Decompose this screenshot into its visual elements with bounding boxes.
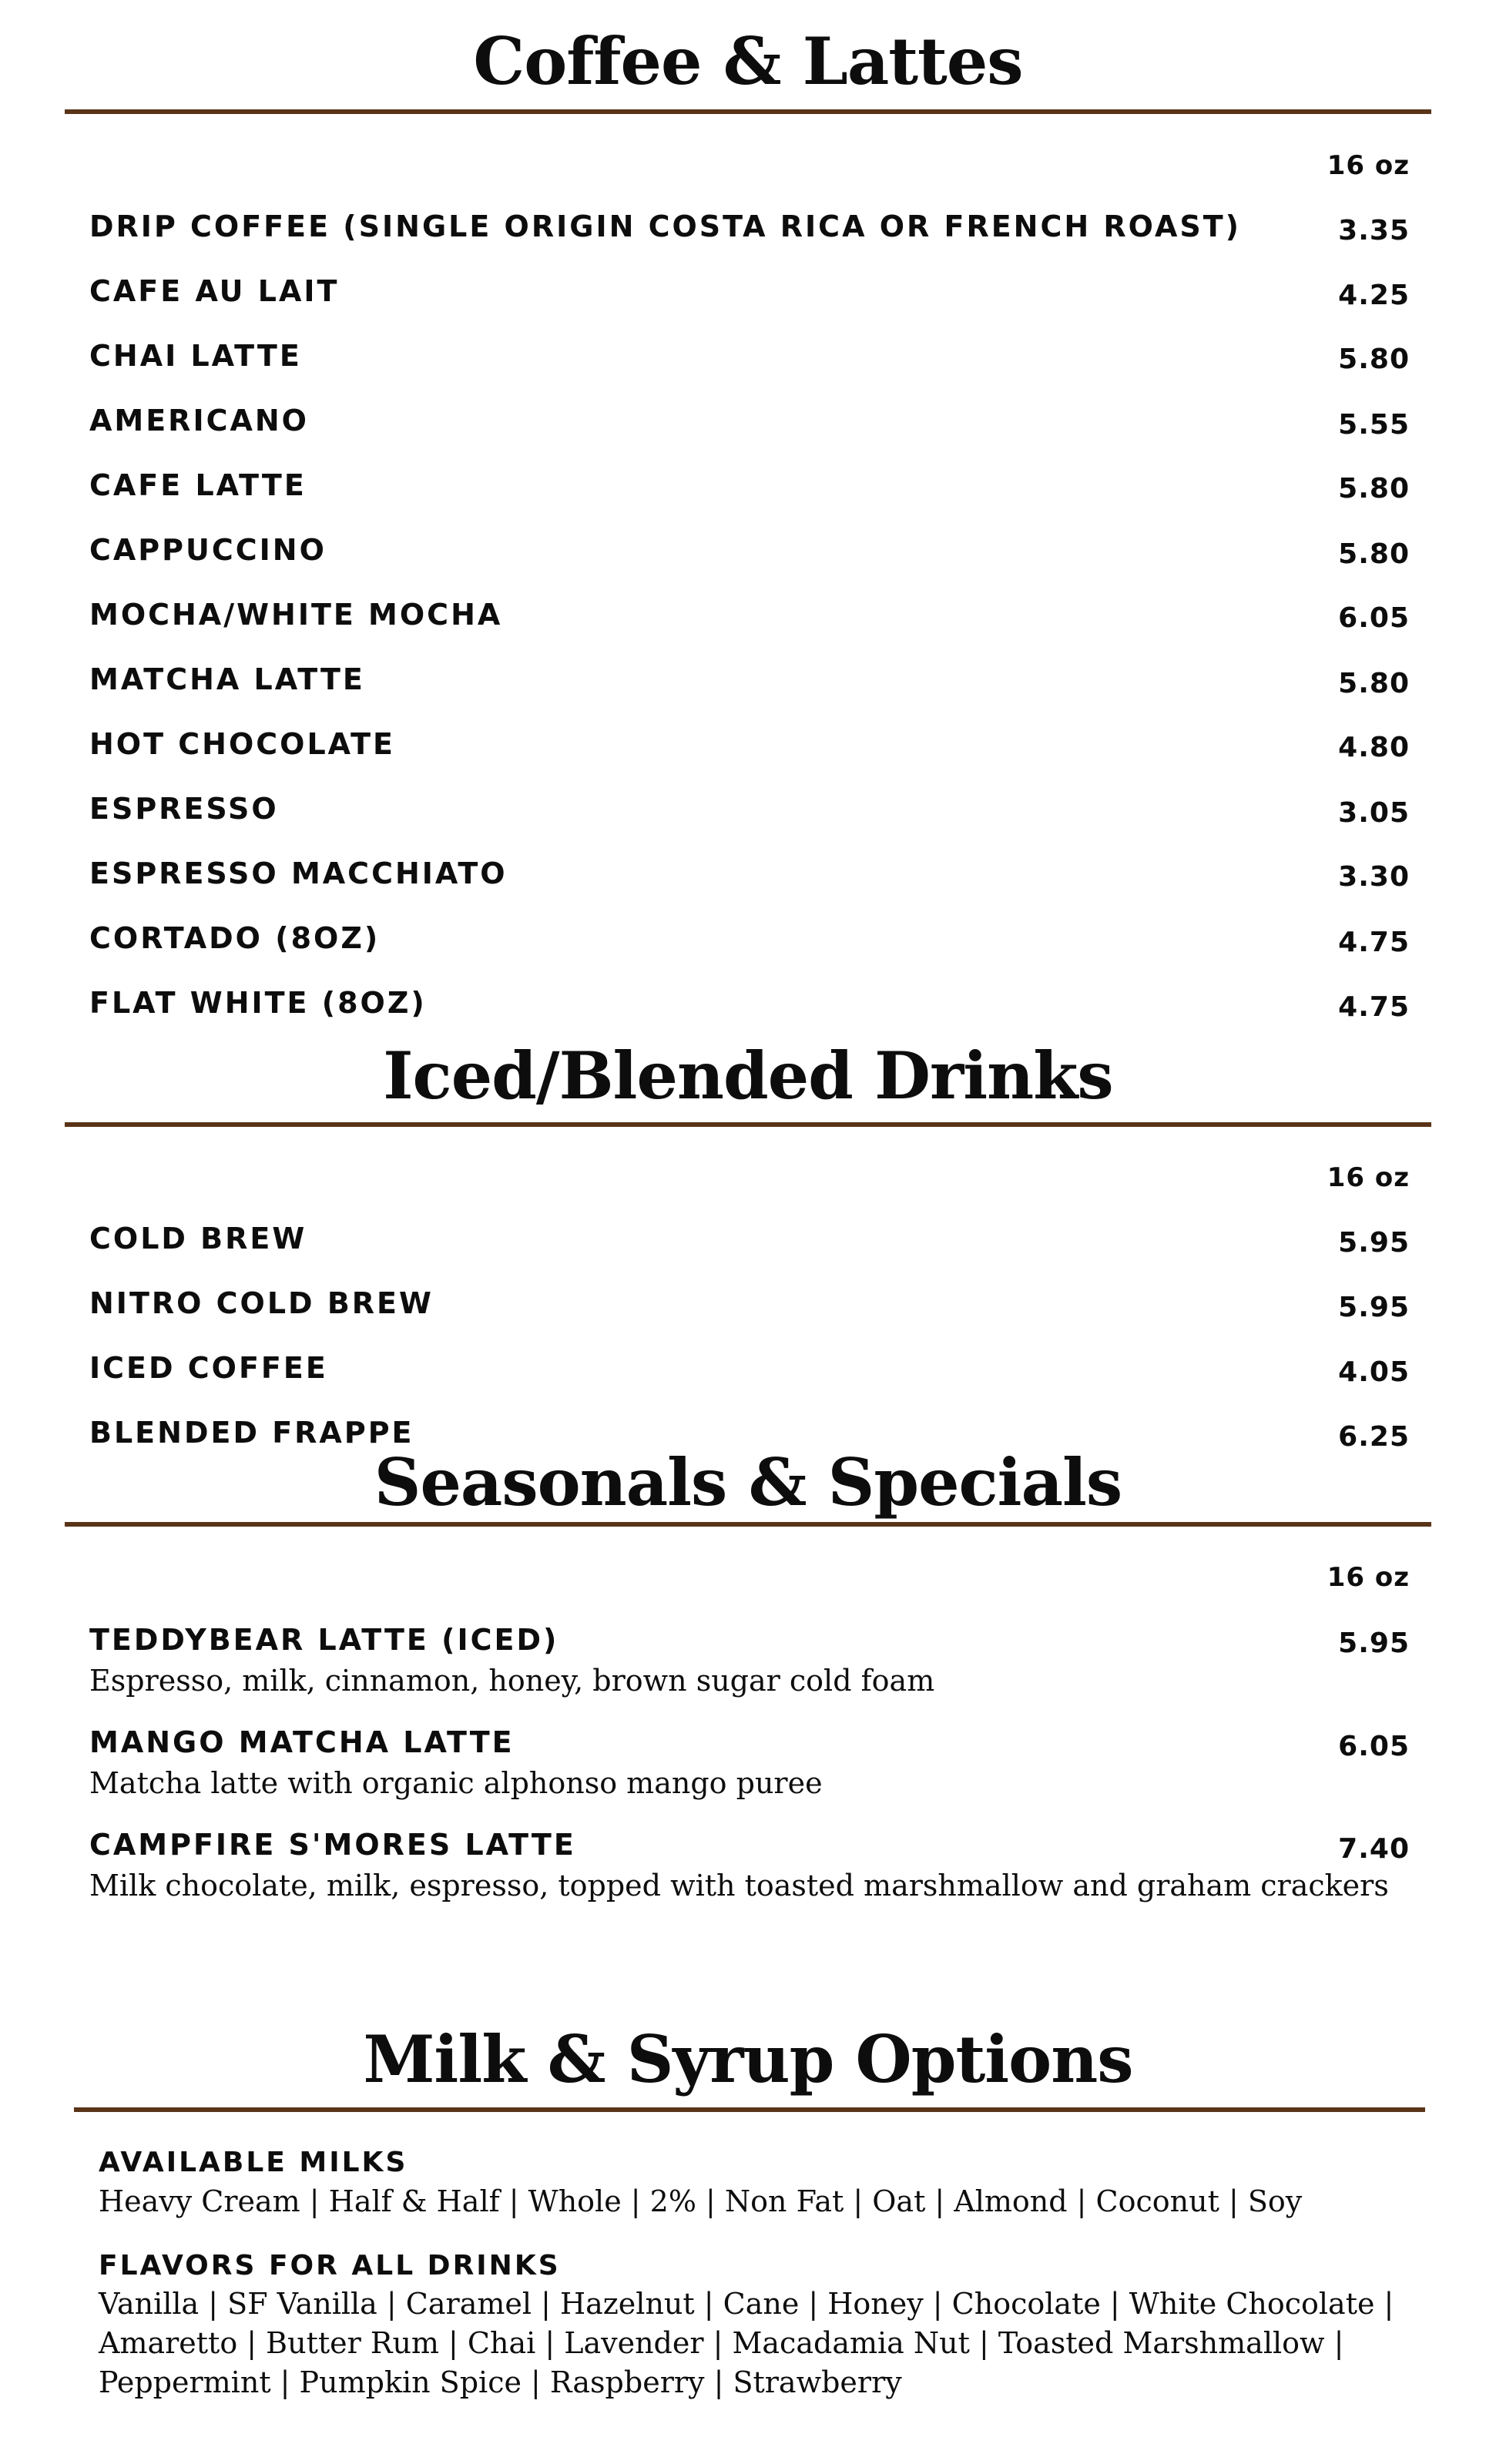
- menu-item-description: Milk chocolate, milk, espresso, topped with toasted marshmallow and graham crackers: [89, 1869, 1389, 1902]
- menu-item-description: Espresso, milk, cinnamon, honey, brown sugar cold foam: [89, 1664, 935, 1698]
- available-milks-list: Heavy Cream | Half & Half | Whole | 2% | Non Fat | Oat | Almond | Coconut | Soy: [99, 2184, 1303, 2218]
- menu-item-price: 5.80: [1338, 473, 1410, 505]
- section-divider: [65, 1522, 1431, 1527]
- size-column-header: 16 oz: [1327, 1162, 1410, 1193]
- menu-item-name: AMERICANO: [89, 404, 309, 437]
- menu-item-price: 4.75: [1338, 991, 1410, 1023]
- section-divider: [65, 1122, 1431, 1127]
- menu-item-price: 5.55: [1338, 409, 1410, 441]
- menu-item-price: 3.35: [1338, 215, 1410, 246]
- menu-item-name: MANGO MATCHA LATTE: [89, 1725, 515, 1759]
- available-milks-heading: AVAILABLE MILKS: [99, 2147, 408, 2178]
- section-title-coffee-lattes: Coffee & Lattes: [473, 23, 1023, 99]
- menu-item-name: BLENDED FRAPPE: [89, 1416, 414, 1450]
- menu-item-name: MATCHA LATTE: [89, 662, 365, 696]
- menu-item-name: CORTADO (8OZ): [89, 921, 381, 955]
- menu-item-name: CAMPFIRE S'MORES LATTE: [89, 1828, 576, 1862]
- menu-item-name: ICED COFFEE: [89, 1351, 328, 1385]
- menu-item-price: 5.95: [1338, 1628, 1410, 1659]
- menu-item-price: 4.75: [1338, 927, 1410, 958]
- menu-item-price: 6.25: [1338, 1421, 1410, 1453]
- menu-item-name: CAPPUCCINO: [89, 533, 327, 567]
- menu-item-price: 4.05: [1338, 1356, 1410, 1388]
- menu-item-price: 6.05: [1338, 602, 1410, 634]
- menu-item-name: TEDDYBEAR LATTE (ICED): [89, 1623, 559, 1657]
- menu-item-name: COLD BREW: [89, 1222, 307, 1255]
- menu-item-name: ESPRESSO MACCHIATO: [89, 857, 508, 890]
- menu-item-price: 5.80: [1338, 668, 1410, 699]
- size-column-header: 16 oz: [1327, 1562, 1410, 1593]
- section-divider: [65, 109, 1431, 114]
- menu-item-price: 5.80: [1338, 344, 1410, 375]
- menu-item-price: 6.05: [1338, 1731, 1410, 1762]
- section-divider: [74, 2107, 1425, 2112]
- menu-item-name: DRIP COFFEE (SINGLE ORIGIN COSTA RICA OR FRENCH ROAST): [89, 210, 1242, 243]
- menu-item-price: 5.95: [1338, 1292, 1410, 1323]
- menu-item-name: HOT CHOCOLATE: [89, 727, 395, 761]
- menu-item-name: CAFE LATTE: [89, 468, 307, 502]
- menu-item-price: 4.25: [1338, 280, 1410, 311]
- menu-item-name: ESPRESSO: [89, 792, 279, 826]
- menu-item-name: FLAT WHITE (8OZ): [89, 986, 427, 1020]
- menu-item-name: MOCHA/WHITE MOCHA: [89, 598, 503, 632]
- menu-item-price: 5.95: [1338, 1227, 1410, 1259]
- section-title-milk-syrup: Milk & Syrup Options: [363, 2021, 1133, 2097]
- menu-item-description: Matcha latte with organic alphonso mango puree: [89, 1766, 823, 1800]
- menu-item-price: 7.40: [1338, 1833, 1410, 1865]
- menu-item-price: 4.80: [1338, 732, 1410, 763]
- section-title-iced-blended: Iced/Blended Drinks: [383, 1038, 1113, 1114]
- section-title-seasonals-specials: Seasonals & Specials: [374, 1444, 1122, 1520]
- menu-item-price: 3.30: [1338, 861, 1410, 893]
- menu-item-name: CAFE AU LAIT: [89, 274, 340, 308]
- menu-item-name: NITRO COLD BREW: [89, 1286, 434, 1320]
- flavors-list: Vanilla | SF Vanilla | Caramel | Hazelnut | Cane | Honey | Chocolate | White Chocolate | Amaretto | Butter Rum | Chai | Lavender | Macadamia Nut | Toasted Marshmallow | Peppermint | Pumpkin Spice | Raspberry | Strawberry: [99, 2287, 1394, 2399]
- menu-item-price: 3.05: [1338, 797, 1410, 829]
- flavors-heading: FLAVORS FOR ALL DRINKS: [99, 2250, 561, 2281]
- menu-item-price: 5.80: [1338, 538, 1410, 570]
- size-column-header: 16 oz: [1327, 150, 1410, 181]
- menu-item-name: CHAI LATTE: [89, 339, 302, 373]
